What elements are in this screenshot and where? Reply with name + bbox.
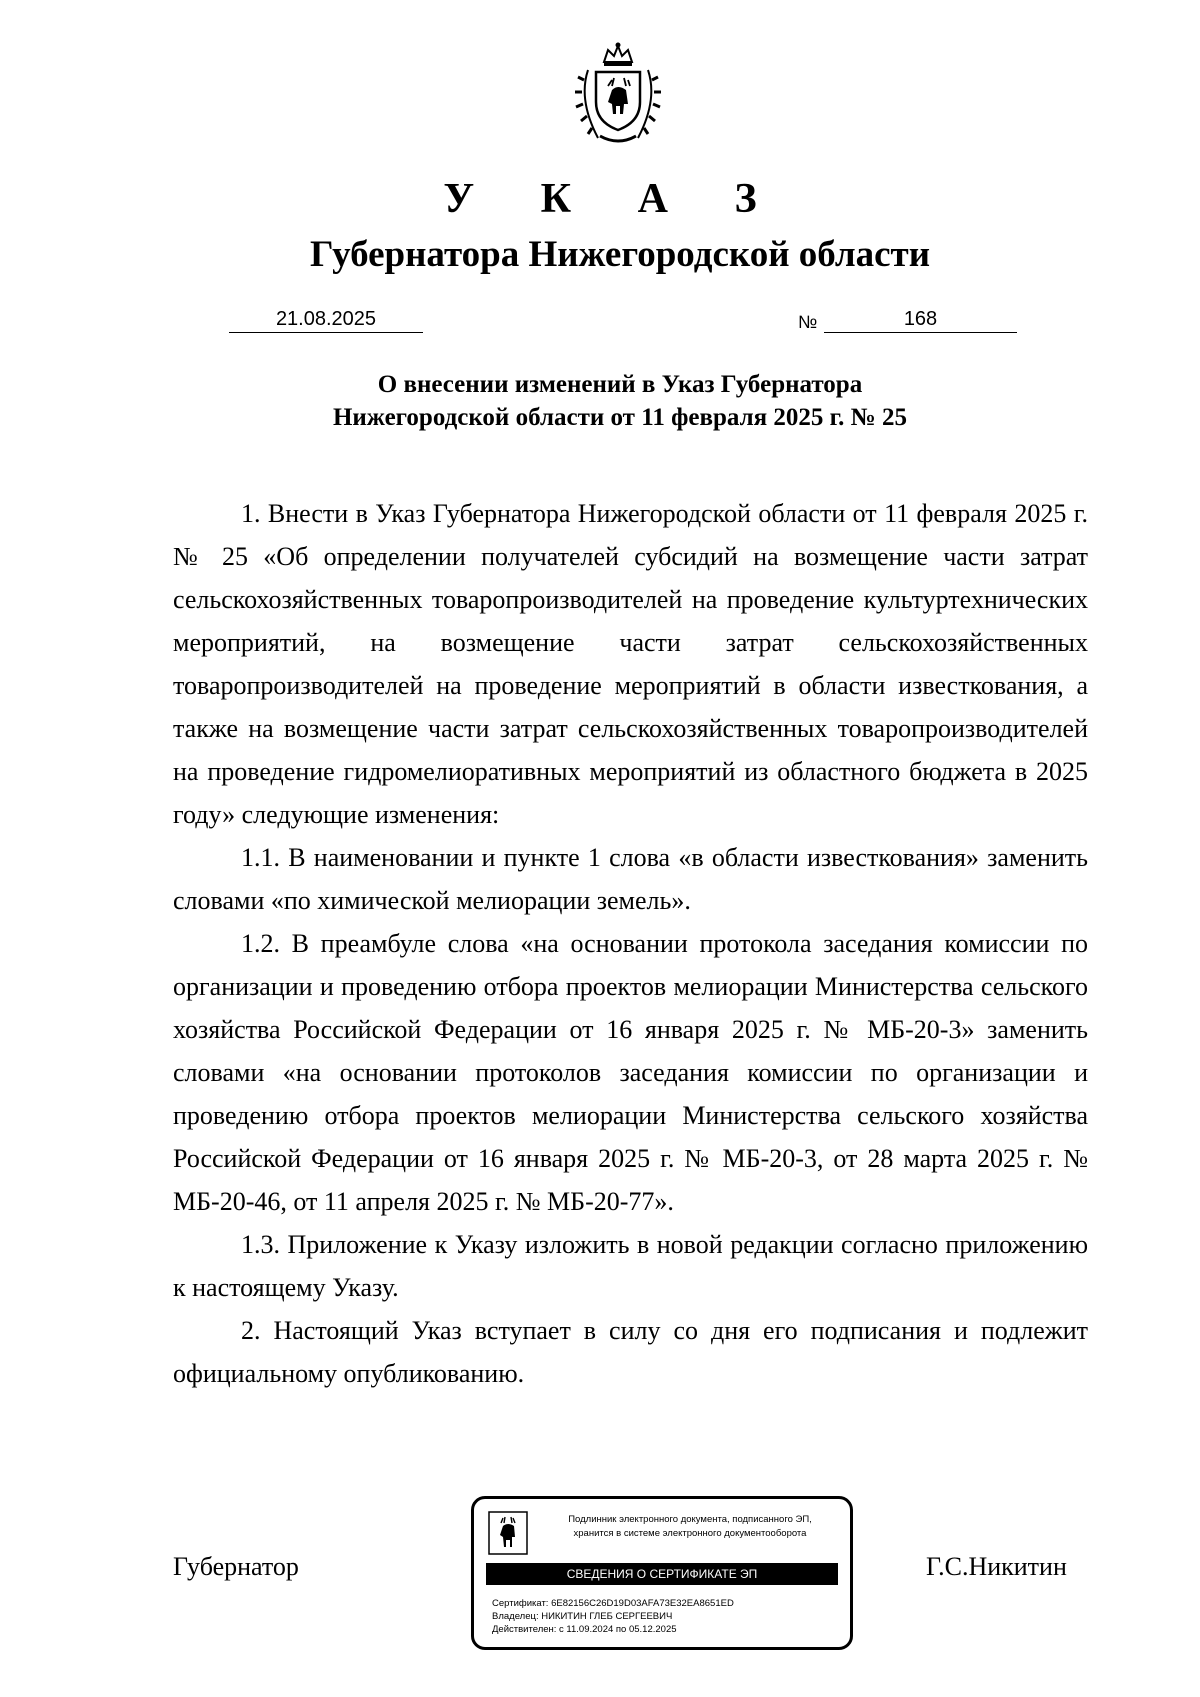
issuer-subtitle: Губернатора Нижегородской области xyxy=(309,234,931,275)
paragraph: 1. Внести в Указ Губернатора Нижегородской области от 11 февраля 2025 г. № 25 «Об определении получателей субсидий на возмещение части затрат сельскохозяйственных товаропроизводителей на проведение культуртехнических мероприятий, на возмещение части затрат сельскохозяйственных товаропроизводителей на проведение мероприятий в области известкования, а также на возмещение части затрат сельскохозяйственных товаропроизводителей на проведение гидромелиоративных мероприятий из областного бюджета в 2025 году» следующие изменения: xyxy=(173,499,1088,829)
stamp-note-line: хранится в системе электронного документооборота xyxy=(573,1528,807,1539)
document-heading xyxy=(0,368,1200,434)
paragraph: 2. Настоящий Указ вступает в силу со дня его подписания и подлежит официальному опубликованию. xyxy=(173,1316,1088,1388)
document-number: 168 xyxy=(824,306,1017,333)
certificate-details xyxy=(492,1597,734,1636)
stamp-note-line: Подлинник электронного документа, подписанного ЭП, xyxy=(568,1514,812,1525)
paragraph: 1.1. В наименовании и пункте 1 слова «в области известкования» заменить словами «по химической мелиорации земель». xyxy=(173,843,1088,915)
deer-emblem-icon xyxy=(488,1511,528,1555)
paragraph: 1.2. В преамбуле слова «на основании протокола заседания комиссии по организации и проведению отбора проектов мелиорации Министерства сельского хозяйства Российской Федерации от 16 января 2025 г. № МБ-20-3» заменить словами «на основании протоколов заседания комиссии по организации и проведению отбора проектов мелиорации Министерства сельского хозяйства Российской Федерации от 16 января 2025 г. № МБ-20-3, от 28 марта 2025 г. № МБ-20-46, от 11 апреля 2025 г. № МБ-20-77». xyxy=(173,929,1088,1216)
number-sign: № xyxy=(798,312,818,332)
document-type-title: У К А З xyxy=(443,176,785,222)
electronic-signature-stamp xyxy=(471,1496,853,1650)
certificate-owner: Владелец: НИКИТИН ГЛЕБ СЕРГЕЕВИЧ xyxy=(492,1611,673,1622)
document-date: 21.08.2025 xyxy=(229,306,423,333)
certificate-id: Сертификат: 6E82156C26D19D03AFA73E32EA8651ED xyxy=(492,1598,734,1609)
coat-of-arms-icon xyxy=(570,40,666,148)
heading-line: О внесении изменений в Указ Губернатора xyxy=(377,371,863,398)
signatory-name: Г.С.Никитин xyxy=(926,1552,1067,1581)
stamp-note xyxy=(540,1513,840,1541)
signatory-position: Губернатор xyxy=(173,1552,299,1581)
certificate-info-bar: СВЕДЕНИЯ О СЕРТИФИКАТЕ ЭП xyxy=(486,1563,838,1585)
paragraph: 1.3. Приложение к Указу изложить в новой редакции согласно приложению к настоящему Указу. xyxy=(173,1230,1088,1302)
document-body xyxy=(173,492,1088,1395)
certificate-validity: Действителен: с 11.09.2024 по 05.12.2025 xyxy=(492,1624,677,1635)
heading-line: Нижегородской области от 11 февраля 2025 г. № 25 xyxy=(332,404,908,431)
